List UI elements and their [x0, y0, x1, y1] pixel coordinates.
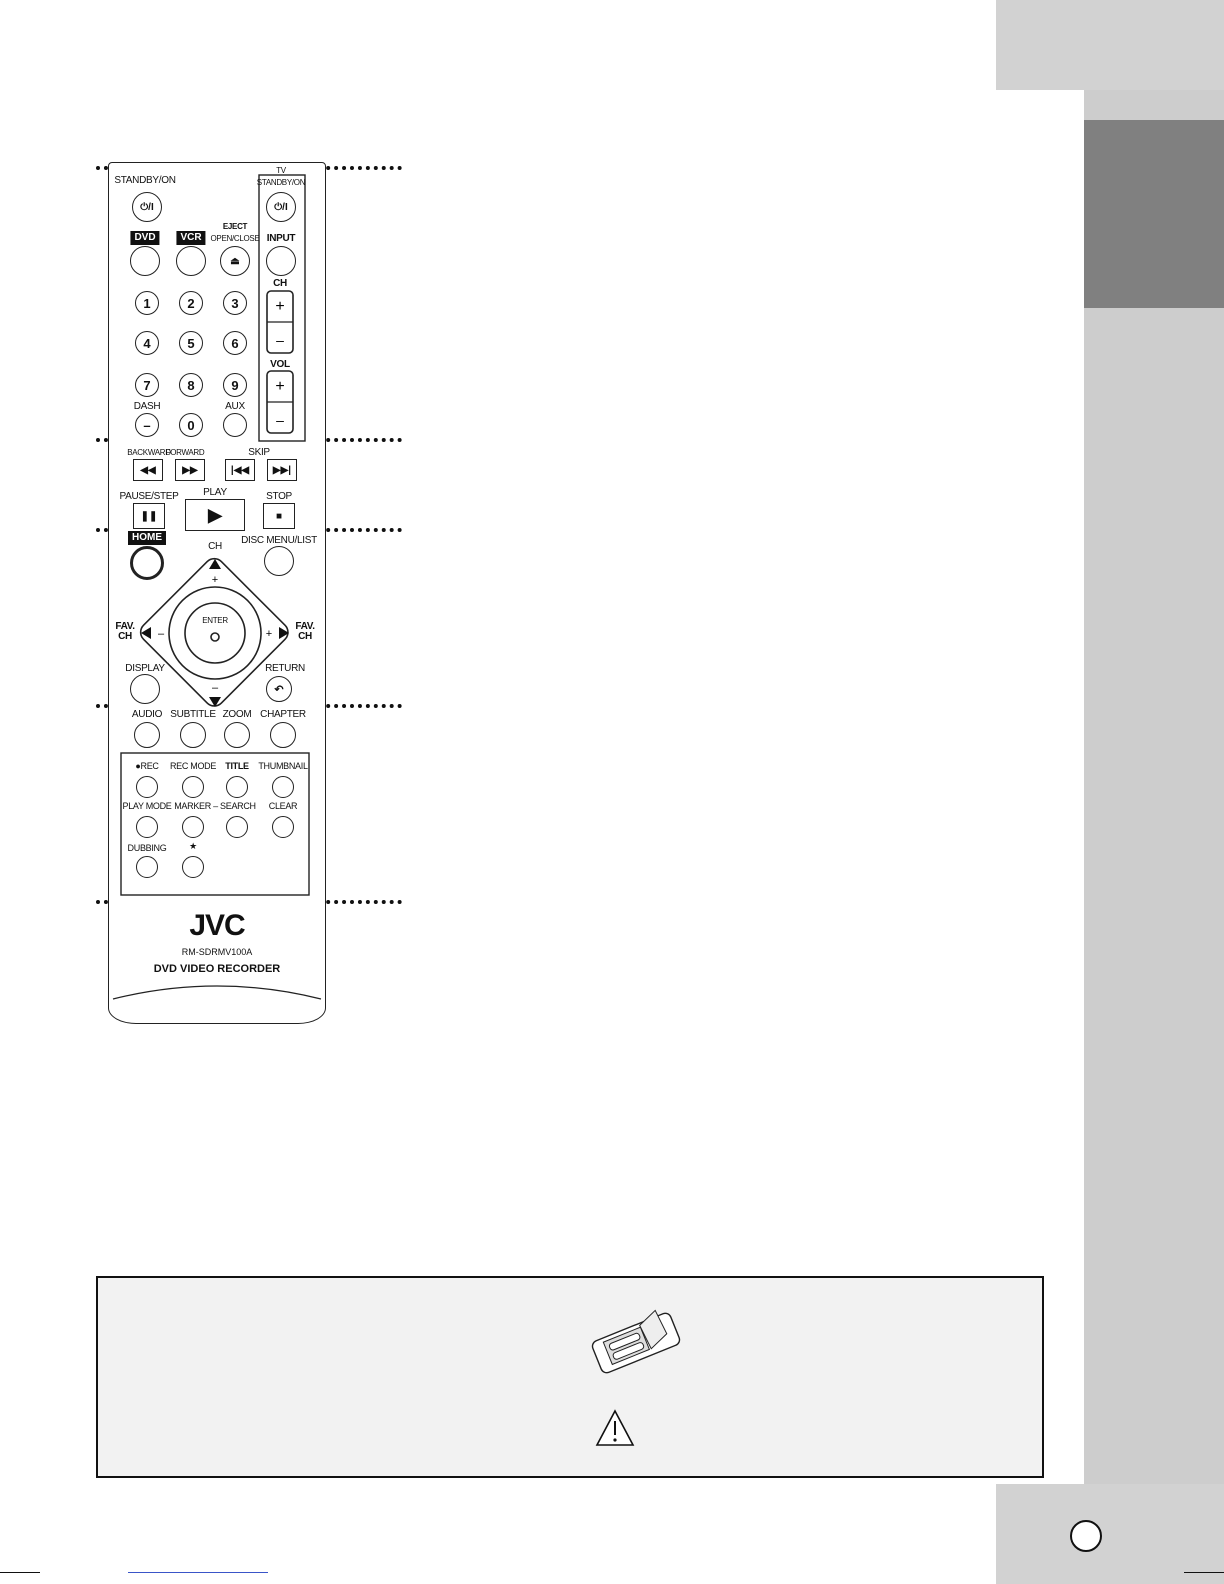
svg-text:–: –	[157, 628, 165, 640]
open-close-label: OPEN/CLOSE	[210, 234, 260, 243]
dash-button[interactable]: –	[135, 413, 159, 437]
standby-on-label: STANDBY/ON	[114, 175, 176, 186]
display-label: DISPLAY	[125, 663, 165, 674]
fav-ch-left-label: FAV.	[115, 621, 135, 632]
pause-icon: ❚❚	[140, 510, 158, 522]
remote-control	[108, 162, 326, 1024]
nav-ch-label: CH	[208, 541, 222, 552]
pause-step-label: PAUSE/STEP	[119, 491, 179, 502]
chapter-button[interactable]	[270, 722, 296, 748]
return-button[interactable]	[266, 676, 292, 702]
page-number-circle	[1070, 1520, 1102, 1552]
backward-label: BACKWARD	[127, 448, 171, 457]
digit-8-button[interactable]: 8	[179, 373, 203, 397]
search-button[interactable]	[226, 816, 248, 838]
play-icon: ▶	[208, 504, 222, 525]
play-mode-label: PLAY MODE	[122, 801, 172, 811]
thumbnail-button[interactable]	[272, 776, 294, 798]
svg-text:+: +	[211, 574, 219, 586]
marker-search-label: MARKER – SEARCH	[174, 801, 256, 811]
margin-tab-bottom	[996, 1484, 1224, 1584]
svg-text:+: +	[275, 378, 285, 395]
play-label: PLAY	[203, 487, 227, 498]
skip-back-button[interactable]	[225, 459, 255, 481]
pause-step-button[interactable]	[133, 503, 165, 529]
ch-label: CH	[273, 278, 287, 289]
backward-button[interactable]	[133, 459, 163, 481]
zoom-button[interactable]	[224, 722, 250, 748]
rec-mode-label: REC MODE	[169, 761, 217, 771]
skip-label: SKIP	[248, 447, 270, 458]
svg-text:–: –	[276, 412, 284, 428]
dubbing-button[interactable]	[136, 856, 158, 878]
thumbnail-label: THUMBNAIL	[258, 761, 308, 771]
digit-2-button[interactable]: 2	[179, 291, 203, 315]
stop-button[interactable]	[263, 503, 295, 529]
digit-9-button[interactable]: 9	[223, 373, 247, 397]
marker-button[interactable]	[182, 816, 204, 838]
input-button[interactable]	[266, 246, 296, 276]
svg-text:+: +	[275, 298, 285, 315]
display-button[interactable]	[130, 674, 160, 704]
footer-rule-right	[1184, 1572, 1224, 1573]
stop-label: STOP	[266, 491, 292, 502]
rewind-icon: ◀◀	[140, 464, 156, 476]
enter-label: ENTER	[202, 616, 228, 625]
fast-forward-icon: ▶▶	[182, 464, 198, 476]
vol-label: VOL	[270, 359, 290, 370]
jvc-logo: JVC	[189, 909, 245, 942]
rec-label: ●REC	[135, 761, 159, 771]
note-box	[96, 1276, 1044, 1478]
margin-tab-top	[996, 0, 1224, 90]
star-label: ★	[189, 841, 197, 851]
aux-button[interactable]	[223, 413, 247, 437]
eject-button[interactable]	[220, 246, 250, 276]
svg-text:–: –	[276, 332, 284, 348]
play-mode-button[interactable]	[136, 816, 158, 838]
footer-rule-left	[0, 1572, 40, 1573]
digit-6-button[interactable]: 6	[223, 331, 247, 355]
input-label: INPUT	[266, 233, 296, 244]
forward-button[interactable]	[175, 459, 205, 481]
play-button[interactable]	[185, 499, 245, 531]
skip-previous-icon: |◀◀	[230, 464, 250, 476]
stop-icon: ■	[275, 510, 283, 522]
skip-next-icon: ▶▶|	[272, 464, 292, 476]
fav-ch-left-label-2: CH	[118, 631, 132, 642]
forward-label: FORWARD	[165, 448, 205, 457]
footer-link-rule[interactable]	[128, 1572, 268, 1573]
svg-text:–: –	[211, 682, 219, 694]
tv-label: TV	[276, 166, 286, 175]
product-name: DVD VIDEO RECORDER	[153, 963, 281, 975]
eject-icon: ⏏	[230, 255, 240, 267]
digit-0-button[interactable]: 0	[179, 413, 203, 437]
enter-button[interactable]	[191, 609, 239, 657]
subtitle-label: SUBTITLE	[170, 709, 216, 720]
clear-label: CLEAR	[268, 801, 298, 811]
fav-ch-right-label-2: CH	[298, 631, 312, 642]
aux-label: AUX	[225, 401, 245, 412]
dubbing-label: DUBBING	[127, 843, 167, 853]
disc-menu-list-label: DISC MENU/LIST	[241, 535, 317, 546]
tv-standby-on-label: STANDBY/ON	[256, 178, 306, 187]
home-button[interactable]	[130, 546, 164, 580]
rec-mode-button[interactable]	[182, 776, 204, 798]
standby-on-button[interactable]: ⏻/I	[132, 192, 162, 222]
title-label: TITLE	[225, 761, 249, 771]
vcr-button[interactable]	[176, 246, 206, 276]
model-number: RM-SDRMV100A	[181, 947, 253, 957]
dvd-button[interactable]	[130, 246, 160, 276]
star-button[interactable]	[182, 856, 204, 878]
digit-1-button[interactable]: 1	[135, 291, 159, 315]
eject-label: EJECT	[222, 222, 248, 231]
remote-battery-illustration	[588, 1306, 684, 1380]
skip-forward-button[interactable]	[267, 459, 297, 481]
digit-3-button[interactable]: 3	[223, 291, 247, 315]
dvd-label: DVD	[130, 231, 159, 245]
audio-button[interactable]	[134, 722, 160, 748]
return-label: RETURN	[265, 663, 305, 674]
subtitle-button[interactable]	[180, 722, 206, 748]
digit-7-button[interactable]: 7	[135, 373, 159, 397]
clear-button[interactable]	[272, 816, 294, 838]
chapter-label: CHAPTER	[260, 709, 306, 720]
dash-label: DASH	[133, 401, 161, 412]
tv-standby-on-button[interactable]: ⏻/I	[266, 192, 296, 222]
warning-triangle-icon	[594, 1408, 636, 1448]
digit-5-button[interactable]: 5	[179, 331, 203, 355]
rec-button[interactable]	[136, 776, 158, 798]
svg-text:+: +	[265, 628, 273, 640]
section-tab	[1084, 120, 1224, 308]
audio-label: AUDIO	[131, 709, 163, 720]
return-arrow-icon: ↶	[274, 683, 284, 696]
title-button[interactable]	[226, 776, 248, 798]
vcr-label: VCR	[176, 231, 205, 245]
fav-ch-right-label: FAV.	[295, 621, 315, 632]
disc-menu-list-button[interactable]	[264, 546, 294, 576]
digit-4-button[interactable]: 4	[135, 331, 159, 355]
zoom-label: ZOOM	[222, 709, 252, 720]
home-label: HOME	[128, 531, 166, 545]
